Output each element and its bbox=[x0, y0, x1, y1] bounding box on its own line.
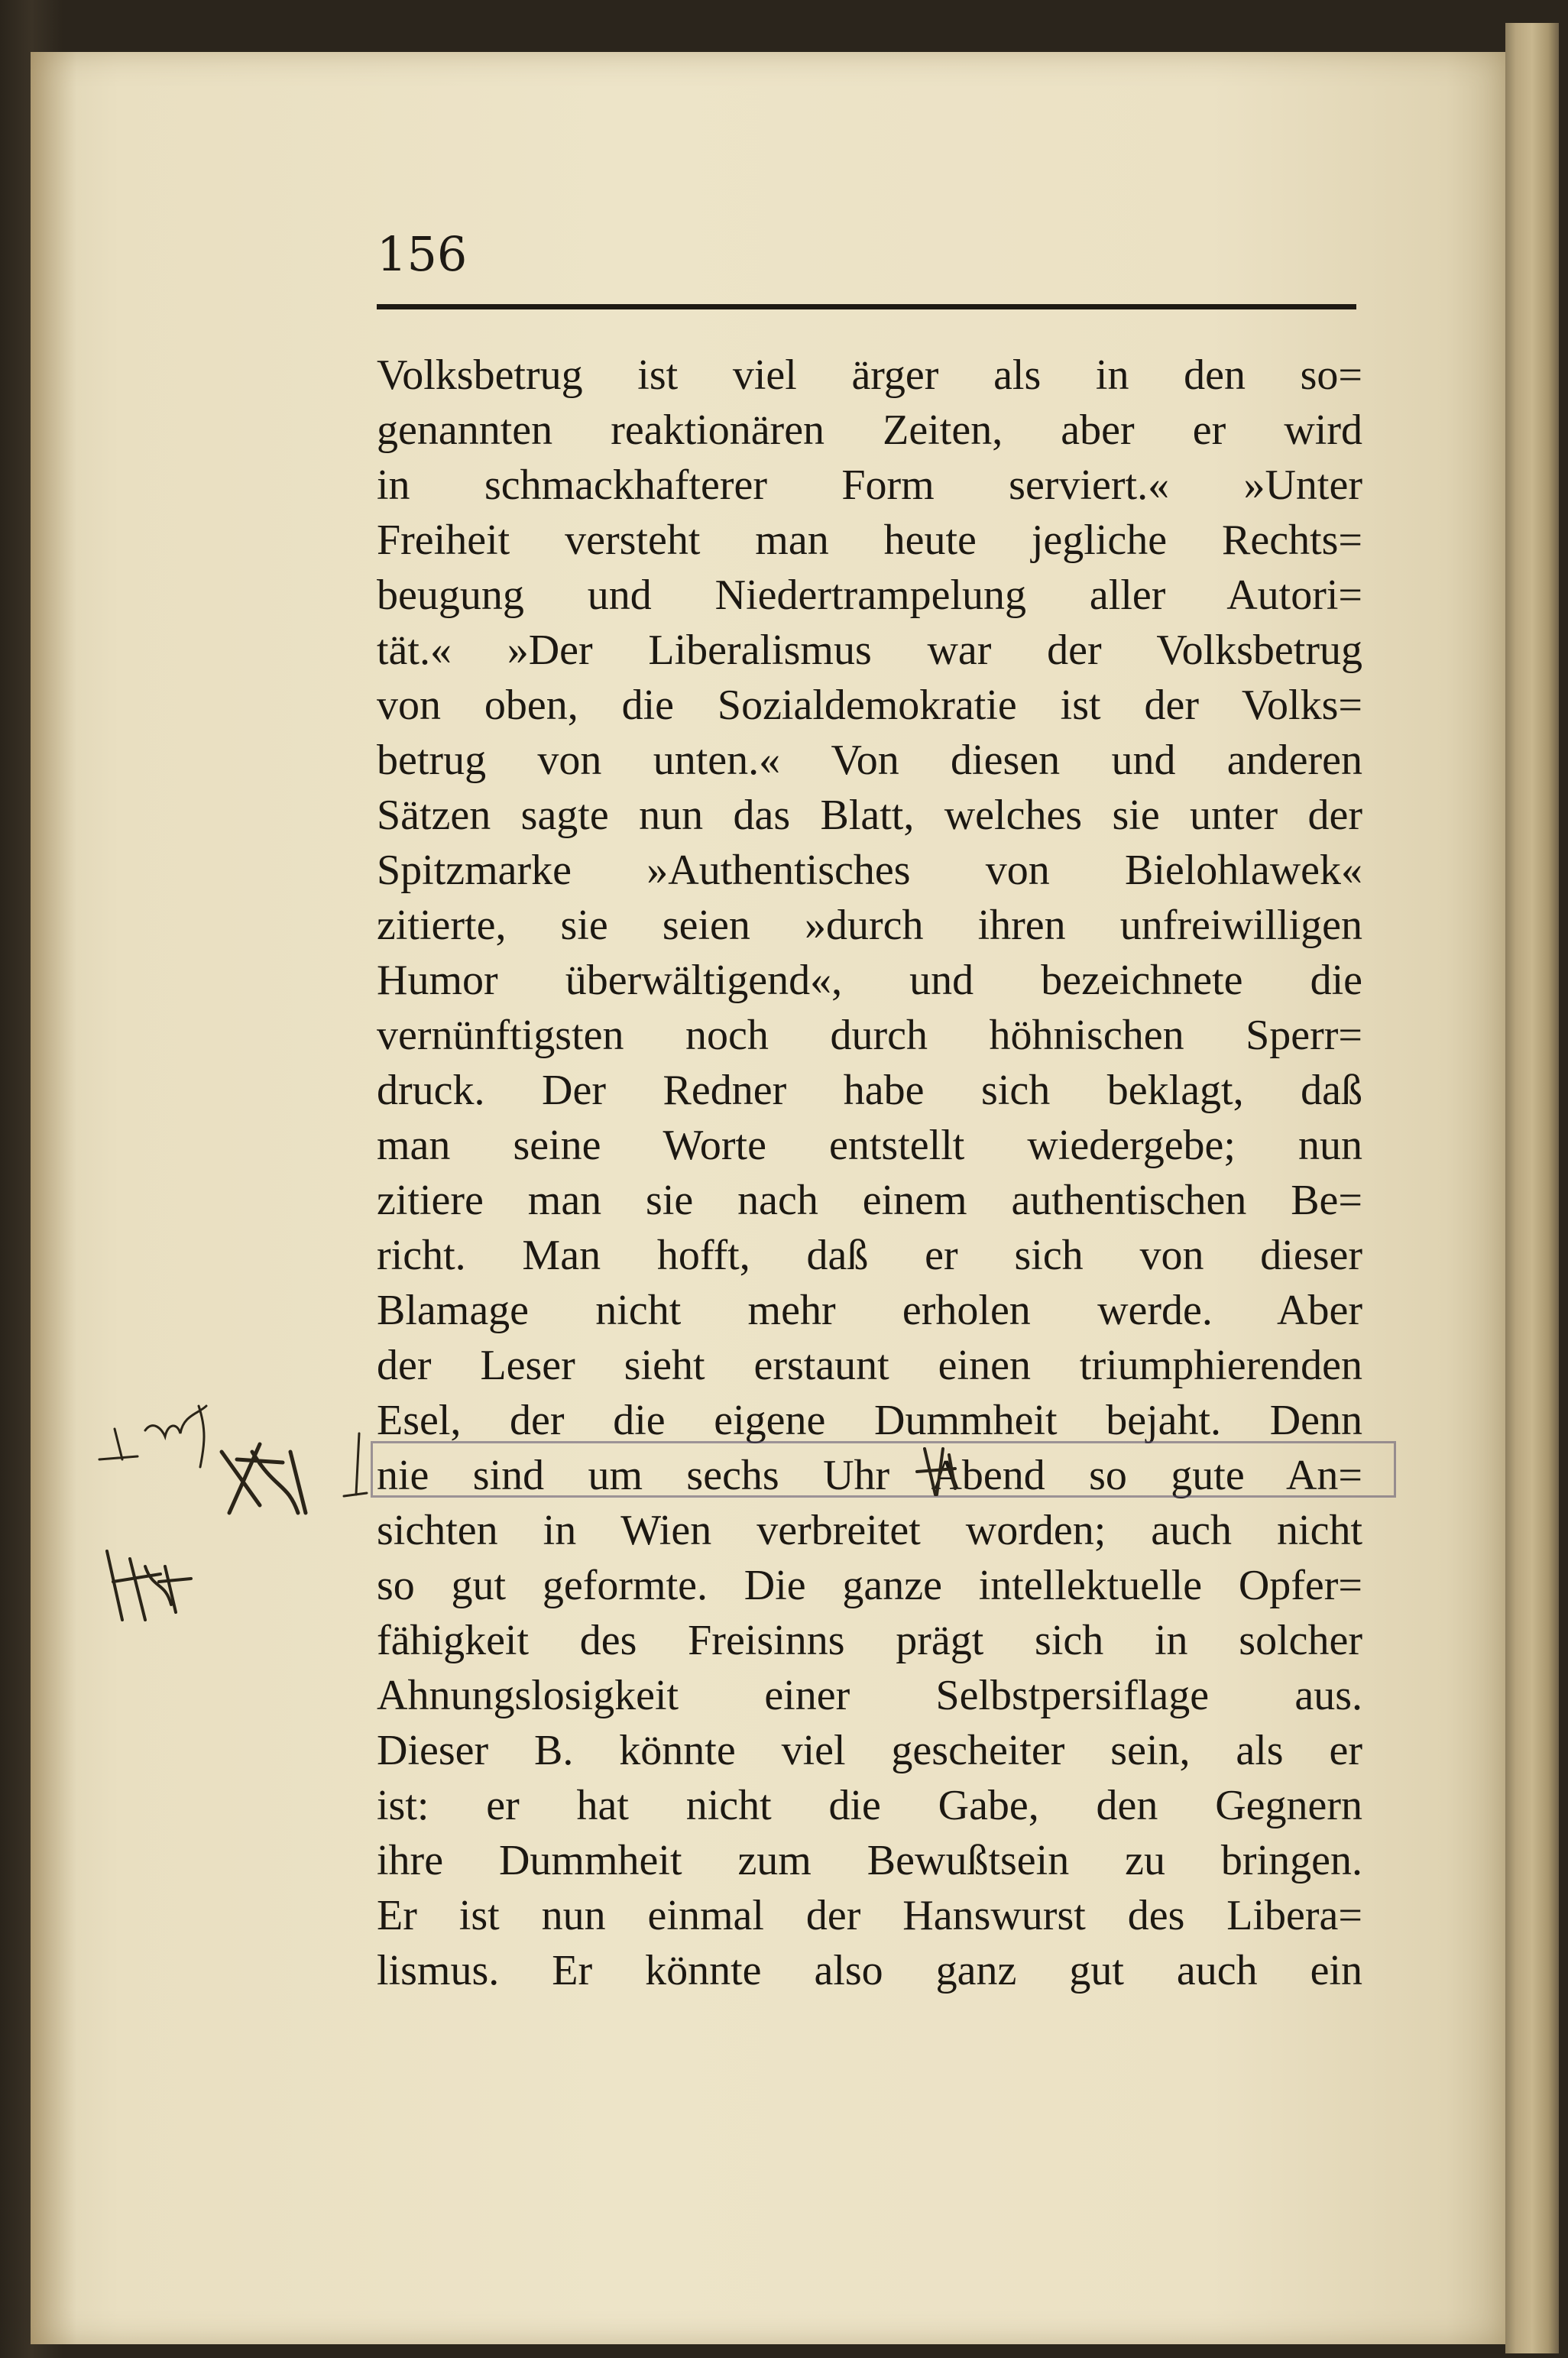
text-line: druck. Der Redner habe sich beklagt, daß bbox=[377, 1067, 1362, 1114]
bracket-mark-icon bbox=[336, 1427, 374, 1504]
body-text bbox=[377, 348, 1362, 1998]
page-fore-edge bbox=[1505, 23, 1559, 2353]
text-line: Sätzen sagte nun das Blatt, welches sie unter der bbox=[377, 792, 1362, 839]
text-line: genannten reaktionären Zeiten, aber er wird bbox=[377, 406, 1362, 454]
text-line: ist: er hat nicht die Gabe, den Gegnern bbox=[377, 1782, 1362, 1829]
text-line: man seine Worte entstellt wiedergebe; nun bbox=[377, 1122, 1362, 1169]
header-rule bbox=[377, 304, 1356, 309]
text-line: beugung und Niedertrampelung aller Autori= bbox=[377, 572, 1362, 619]
text-line: Blamage nicht mehr erholen werde. Aber bbox=[377, 1287, 1362, 1334]
text-line: so gut geformte. Die ganze intellektuelle Opfer= bbox=[377, 1562, 1362, 1609]
text-line: in schmackhafterer Form serviert.« »Unter bbox=[377, 462, 1362, 509]
text-line: der Leser sieht erstaunt einen triumphierenden bbox=[377, 1342, 1362, 1389]
text-line: fähigkeit des Freisinns prägt sich in solcher bbox=[377, 1617, 1362, 1664]
text-line: tät.« »Der Liberalismus war der Volksbetrug bbox=[377, 627, 1362, 674]
page-number: 156 bbox=[377, 226, 468, 282]
text-line: von oben, die Sozialdemokratie ist der Volks= bbox=[377, 682, 1362, 729]
handwritten-scribble-icon-2 bbox=[92, 1536, 214, 1628]
text-line: nie sind um sechs Uhr Abend so gute An= bbox=[377, 1452, 1362, 1499]
text-line: Er ist nun einmal der Hanswurst des Libera= bbox=[377, 1892, 1362, 1939]
text-line: Esel, der die eigene Dummheit bejaht. Denn bbox=[377, 1397, 1362, 1444]
text-line: sichten in Wien verbreitet worden; auch nicht bbox=[377, 1507, 1362, 1554]
binding-gutter bbox=[31, 52, 76, 2344]
text-line: betrug von unten.« Von diesen und anderen bbox=[377, 737, 1362, 784]
text-line: Spitzmarke »Authentisches von Bielohlawek« bbox=[377, 847, 1362, 894]
text-line: zitierte, sie seien »durch ihren unfreiwilligen bbox=[377, 902, 1362, 949]
pencil-highlight-box bbox=[371, 1441, 1396, 1498]
text-line: Ahnungslosigkeit einer Selbstpersiflage aus. bbox=[377, 1672, 1362, 1719]
text-line: Humor überwältigend«, und bezeichnete die bbox=[377, 957, 1362, 1004]
text-line: richt. Man hofft, daß er sich von dieser bbox=[377, 1232, 1362, 1279]
text-line: Freiheit versteht man heute jegliche Rechts= bbox=[377, 517, 1362, 564]
handwritten-cross-icon bbox=[214, 1429, 321, 1521]
text-line: Dieser B. könnte viel gescheiter sein, als er bbox=[377, 1727, 1362, 1774]
text-line: Volksbetrug ist viel ärger als in den so= bbox=[377, 351, 1362, 399]
text-line: vernünftigsten noch durch höhnischen Sperr= bbox=[377, 1012, 1362, 1059]
text-line: ihre Dummheit zum Bewußtsein zu bringen. bbox=[377, 1837, 1362, 1884]
text-line: lismus. Er könnte also ganz gut auch ein bbox=[377, 1947, 1362, 1994]
caret-insertion-mark-icon bbox=[909, 1441, 970, 1502]
text-line: zitiere man sie nach einem authentischen Be= bbox=[377, 1177, 1362, 1224]
